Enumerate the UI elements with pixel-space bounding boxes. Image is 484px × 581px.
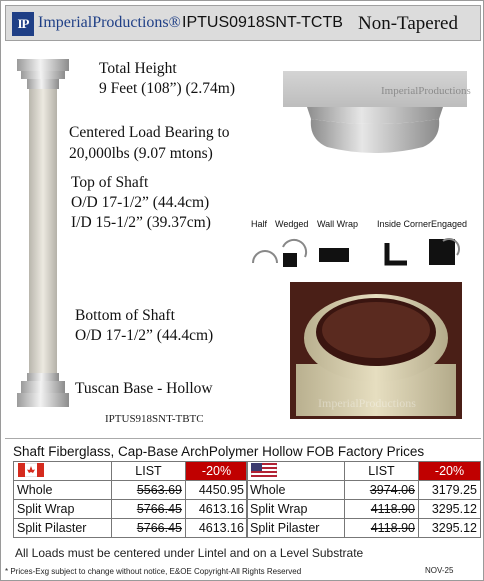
canada-discount-price: 4450.95 [186,481,248,500]
base-label: Tuscan Base - Hollow [75,380,213,397]
inside-corner-icon [387,243,407,263]
table-row [247,462,481,481]
drawing-caption: IPTUS918SNT-TBTC [105,413,204,425]
capital-watermark: ImperialProductions [381,85,471,97]
canada-list-price: 5563.69 [112,481,186,500]
table-row [14,481,248,500]
canada-list-header: LIST [112,462,186,481]
style-label-inside-corner: Inside Corner [377,219,432,229]
canada-list-price: 5766.45 [112,519,186,538]
usa-row-label: Split Pilaster [247,519,345,538]
style-label-engaged: Engaged [431,219,468,229]
canada-row-label: Whole [14,481,112,500]
style-label-wall-wrap: Wall Wrap [317,219,359,229]
table-row [14,500,248,519]
load-note: All Loads must be centered under Lintel and on a Level Substrate [15,546,364,560]
product-sku: IPTUS0918SNT-TCTB [182,14,343,31]
load-value: 20,000lbs (9.07 mtons) [69,145,213,162]
half-round-icon [253,251,277,263]
wall-wrap-icon [319,248,349,262]
total-height-value: 9 Feet (108”) (2.74m) [99,80,236,97]
usa-discount-header: -20% [419,462,481,481]
usa-row-label: Whole [247,481,345,500]
table-row [247,519,481,538]
table-row [14,462,248,481]
engaged-icon [429,239,459,265]
column-illustration [15,59,71,419]
footer-date: NOV-25 [425,566,454,575]
style-label-half: Half [251,219,268,229]
price-title: Shaft Fiberglass, Cap-Base ArchPolymer Hollow FOB Factory Prices [13,444,425,459]
usa-discount-price: 3295.12 [419,519,481,538]
table-row [247,481,481,500]
usa-list-price: 4118.90 [345,519,419,538]
style-label-wedged: Wedged [275,219,309,229]
capital-photo [283,67,467,159]
usa-price-table [246,461,481,538]
usa-flag-icon [251,463,277,477]
top-shaft-od: O/D 17-1/2” (44.4cm) [71,194,210,211]
section-divider [5,438,481,439]
wedged-icon [283,240,306,267]
canada-discount-price: 4613.16 [186,519,248,538]
wrap-style-icons [247,233,467,275]
table-row [247,500,481,519]
usa-discount-price: 3179.25 [419,481,481,500]
usa-discount-price: 3295.12 [419,500,481,519]
canada-discount-price: 4613.16 [186,500,248,519]
taper-type: Non-Tapered [358,13,458,34]
bottom-shaft-label: Bottom of Shaft [75,307,175,324]
usa-list-price: 3974.06 [345,481,419,500]
usa-list-price: 4118.90 [345,500,419,519]
usa-list-header: LIST [345,462,419,481]
footer-disclaimer: * Prices-Exg subject to change without notice, E&OE Copyright-All Rights Reserved [5,567,302,576]
load-label: Centered Load Bearing to [69,124,230,141]
canada-list-price: 5766.45 [112,500,186,519]
wrap-styles [247,219,467,275]
table-row [14,519,248,538]
canada-flag-icon [18,463,44,477]
base-watermark: ImperialProductions [318,396,416,410]
canada-flag-cell [14,462,112,481]
bottom-shaft-od: O/D 17-1/2” (44.4cm) [75,327,214,344]
canada-price-table [13,461,248,538]
base-photo [290,282,462,419]
brand-name: ImperialProductions® [38,14,181,31]
header-bar [5,5,481,41]
logo-mark: IP [12,12,34,36]
canada-discount-header: -20% [186,462,248,481]
usa-row-label: Split Wrap [247,500,345,519]
top-shaft-id: I/D 15-1/2” (39.37cm) [71,214,211,231]
top-shaft-label: Top of Shaft [71,174,149,191]
canada-row-label: Split Pilaster [14,519,112,538]
usa-flag-cell [247,462,345,481]
total-height-label: Total Height [99,60,177,77]
canada-row-label: Split Wrap [14,500,112,519]
